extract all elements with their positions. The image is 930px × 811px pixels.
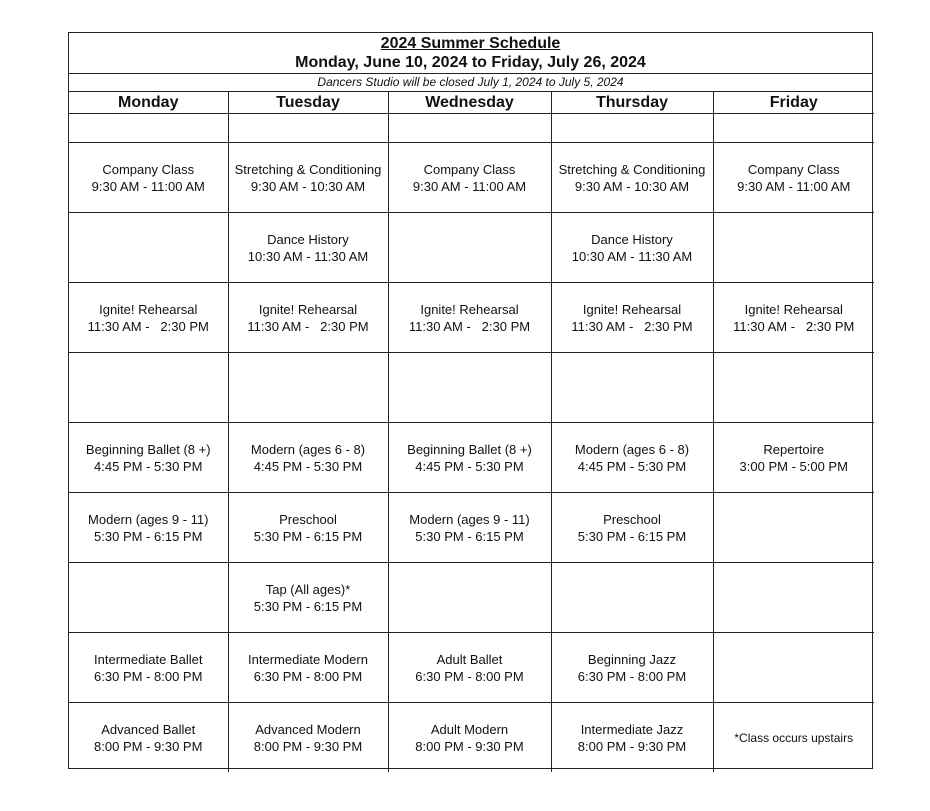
class-name: Tap (All ages)*	[265, 581, 351, 597]
empty-cell	[713, 493, 874, 563]
empty-cell	[228, 114, 388, 143]
empty-cell	[69, 213, 228, 283]
class-time: 8:00 PM - 9:30 PM	[415, 738, 524, 754]
class-name: Ignite! Rehearsal	[258, 301, 358, 317]
class-time: 9:30 AM - 10:30 AM	[574, 178, 690, 194]
class-name: Intermediate Modern	[248, 651, 368, 667]
class-name: Dance History	[267, 231, 349, 247]
class-name: Dance History	[591, 231, 673, 247]
class-cell-monday	[69, 633, 228, 703]
class-cell-thursday	[551, 703, 713, 773]
time-slot-row	[69, 283, 874, 353]
class-time: 3:00 PM - 5:00 PM	[739, 458, 848, 474]
class-time: 9:30 AM - 10:30 AM	[250, 178, 366, 194]
schedule-sheet	[68, 32, 873, 769]
empty-cell	[388, 114, 551, 143]
class-time: 9:30 AM - 11:00 AM	[737, 178, 851, 194]
class-cell-monday	[69, 703, 228, 773]
day-header-tuesday: Tuesday	[228, 92, 388, 114]
class-time: 11:30 AM - 2:30 PM	[247, 318, 369, 334]
class-name: Modern (ages 9 - 11)	[409, 511, 530, 527]
class-cell-tuesday	[228, 143, 388, 213]
closure-notice: Dancers Studio will be closed July 1, 2024 to July 5, 2024	[69, 74, 872, 92]
class-time: 11:30 AM - 2:30 PM	[87, 318, 209, 334]
class-cell-wednesday	[388, 633, 551, 703]
day-header-monday: Monday	[69, 92, 228, 114]
class-name: Ignite! Rehearsal	[420, 301, 519, 317]
class-cell-tuesday	[228, 563, 388, 633]
footnote-upstairs: *Class occurs upstairs	[734, 730, 854, 745]
class-cell-thursday	[551, 423, 713, 493]
class-name: Beginning Jazz	[587, 651, 677, 667]
class-cell-monday	[69, 423, 228, 493]
class-cell-friday	[713, 283, 874, 353]
day-header-friday: Friday	[713, 92, 874, 114]
class-time: 4:45 PM - 5:30 PM	[415, 458, 524, 474]
class-time: 8:00 PM - 9:30 PM	[253, 738, 363, 754]
empty-cell	[388, 213, 551, 283]
class-name: Modern (ages 6 - 8)	[250, 441, 366, 457]
class-time: 8:00 PM - 9:30 PM	[94, 738, 203, 754]
class-time: 10:30 AM - 11:30 AM	[571, 248, 693, 264]
class-cell-wednesday	[388, 703, 551, 773]
time-slot-row	[69, 493, 874, 563]
class-time: 4:45 PM - 5:30 PM	[253, 458, 363, 474]
class-cell-friday	[713, 143, 874, 213]
empty-cell	[388, 353, 551, 423]
empty-cell	[551, 563, 713, 633]
time-slot-row	[69, 353, 874, 423]
class-name: Company Class	[423, 161, 516, 177]
class-cell-friday	[713, 423, 874, 493]
empty-cell	[551, 353, 713, 423]
class-cell-wednesday	[388, 423, 551, 493]
class-name: Preschool	[603, 511, 661, 527]
time-slot-row	[69, 633, 874, 703]
class-cell-tuesday	[228, 213, 388, 283]
time-slot-row	[69, 563, 874, 633]
class-time: 6:30 PM - 8:00 PM	[94, 668, 203, 684]
empty-cell	[388, 563, 551, 633]
class-cell-wednesday	[388, 493, 551, 563]
class-cell-tuesday	[228, 423, 388, 493]
class-name: Advanced Ballet	[101, 721, 196, 737]
empty-cell	[713, 114, 874, 143]
class-cell-monday	[69, 493, 228, 563]
class-name: Modern (ages 9 - 11)	[88, 511, 209, 527]
day-header-row	[69, 92, 874, 114]
class-cell-monday	[69, 283, 228, 353]
empty-cell	[713, 563, 874, 633]
empty-cell	[228, 353, 388, 423]
class-cell-thursday	[551, 493, 713, 563]
class-cell-thursday	[551, 283, 713, 353]
class-name: Company Class	[747, 161, 840, 177]
class-time: 11:30 AM - 2:30 PM	[408, 318, 531, 334]
class-time: 6:30 PM - 8:00 PM	[577, 668, 687, 684]
class-name: Stretching & Conditioning	[558, 161, 706, 177]
class-name: Intermediate Jazz	[580, 721, 684, 737]
class-cell-tuesday	[228, 283, 388, 353]
day-header-wednesday: Wednesday	[388, 92, 551, 114]
class-time: 5:30 PM - 6:15 PM	[577, 528, 687, 544]
class-name: Ignite! Rehearsal	[582, 301, 682, 317]
schedule-table	[69, 92, 874, 772]
title-block	[69, 33, 872, 74]
class-name: Preschool	[279, 511, 337, 527]
class-time: 8:00 PM - 9:30 PM	[577, 738, 687, 754]
class-time: 10:30 AM - 11:30 AM	[247, 248, 369, 264]
empty-cell	[713, 353, 874, 423]
class-time: 11:30 AM - 2:30 PM	[571, 318, 693, 334]
class-name: Modern (ages 6 - 8)	[574, 441, 690, 457]
empty-cell	[551, 114, 713, 143]
class-name: Ignite! Rehearsal	[744, 301, 843, 317]
time-slot-row	[69, 143, 874, 213]
class-time: 5:30 PM - 6:15 PM	[253, 598, 363, 614]
class-cell-tuesday	[228, 493, 388, 563]
empty-cell	[713, 213, 874, 283]
class-cell-thursday	[551, 143, 713, 213]
footnote-cell	[713, 703, 874, 773]
date-range: Monday, June 10, 2024 to Friday, July 26, 2024	[295, 53, 646, 71]
class-time: 9:30 AM - 11:00 AM	[91, 178, 205, 194]
class-time: 9:30 AM - 11:00 AM	[412, 178, 527, 194]
empty-cell	[713, 633, 874, 703]
time-slot-row	[69, 213, 874, 283]
empty-cell	[69, 114, 228, 143]
time-slot-row	[69, 703, 874, 773]
class-time: 6:30 PM - 8:00 PM	[415, 668, 524, 684]
day-header-thursday: Thursday	[551, 92, 713, 114]
class-time: 4:45 PM - 5:30 PM	[94, 458, 203, 474]
class-name: Company Class	[102, 161, 195, 177]
spacer-row	[69, 114, 874, 143]
class-time: 5:30 PM - 6:15 PM	[253, 528, 363, 544]
class-time: 5:30 PM - 6:15 PM	[94, 528, 203, 544]
class-cell-wednesday	[388, 143, 551, 213]
class-name: Stretching & Conditioning	[234, 161, 382, 177]
class-name: Advanced Modern	[255, 721, 361, 737]
class-time: 5:30 PM - 6:15 PM	[415, 528, 524, 544]
empty-cell	[69, 563, 228, 633]
empty-cell	[69, 353, 228, 423]
class-cell-thursday	[551, 633, 713, 703]
class-name: Adult Modern	[430, 721, 509, 737]
class-name: Repertoire	[763, 441, 825, 457]
class-cell-thursday	[551, 213, 713, 283]
class-cell-tuesday	[228, 633, 388, 703]
time-slot-row	[69, 423, 874, 493]
schedule-title: 2024 Summer Schedule	[380, 34, 561, 52]
class-time: 11:30 AM - 2:30 PM	[733, 318, 855, 334]
class-cell-wednesday	[388, 283, 551, 353]
class-name: Ignite! Rehearsal	[99, 301, 198, 317]
class-time: 4:45 PM - 5:30 PM	[577, 458, 687, 474]
class-time: 6:30 PM - 8:00 PM	[253, 668, 363, 684]
class-name: Beginning Ballet (8 +)	[407, 441, 532, 457]
class-name: Adult Ballet	[436, 651, 503, 667]
class-cell-tuesday	[228, 703, 388, 773]
class-cell-monday	[69, 143, 228, 213]
class-name: Beginning Ballet (8 +)	[85, 441, 211, 457]
class-name: Intermediate Ballet	[94, 651, 203, 667]
